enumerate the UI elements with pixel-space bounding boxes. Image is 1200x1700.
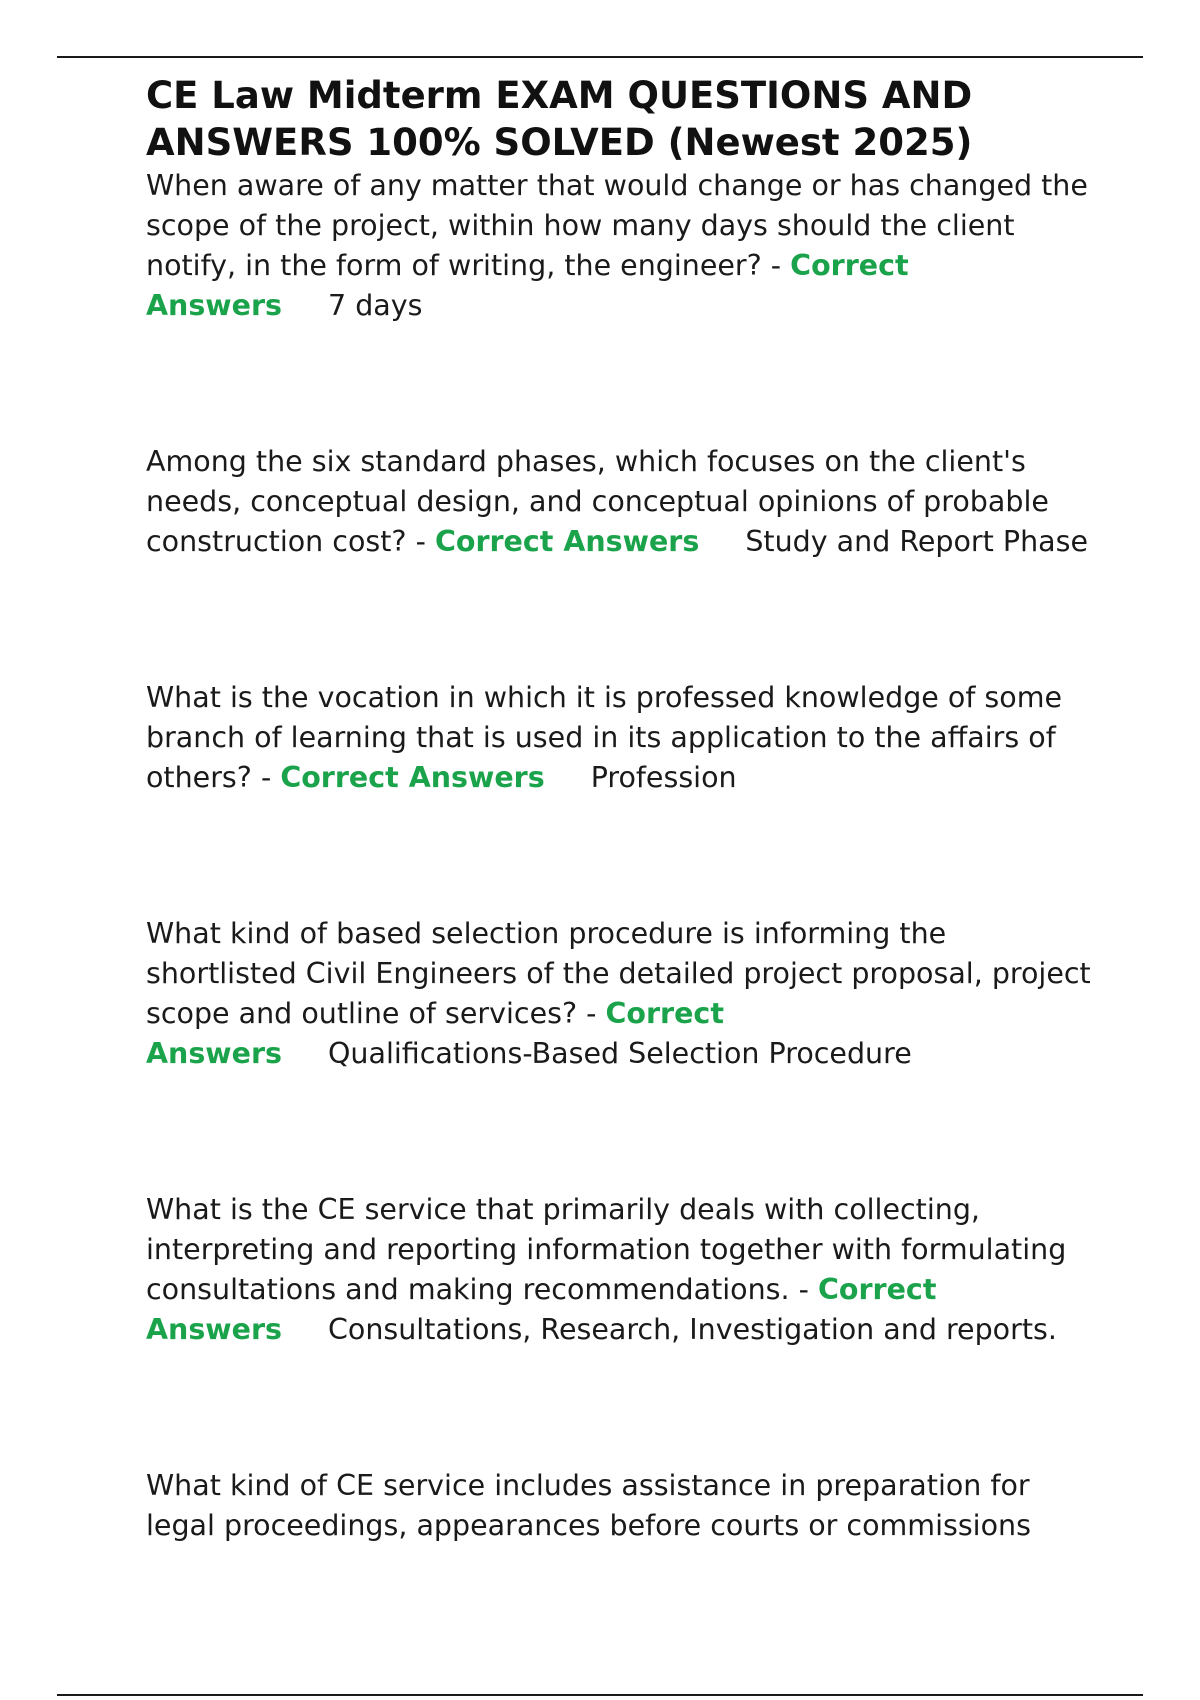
question-text: What is the vocation in which it is professed knowledge of some branch of learning that is used in its application to the affairs of others? -: [146, 681, 1063, 794]
question-text: When aware of any matter that would change or has changed the scope of the project, within how many days should the client notify, in the form of writing, the engineer? -: [146, 169, 1088, 282]
top-rule: [57, 56, 1143, 58]
answer-text: Profession: [590, 761, 737, 794]
bottom-rule: [57, 1694, 1143, 1696]
answer-text: Study and Report Phase: [745, 525, 1088, 558]
document-title: CE Law Midterm EXAM QUESTIONS AND ANSWERS 100% SOLVED (Newest 2025): [146, 74, 973, 164]
correct-answers-label: Correct Answers: [280, 761, 545, 794]
correct-answers-label: Correct Answers: [146, 1273, 937, 1346]
qa-item-2: [146, 442, 1091, 562]
qa-item-4: [146, 914, 1091, 1074]
question-text: What kind of CE service includes assistance in preparation for legal proceedings, appearances before courts or commissions: [146, 1469, 1031, 1542]
qa-item-5: [146, 1190, 1091, 1350]
question-text: What is the CE service that primarily deals with collecting, interpreting and reporting information together with formulating consultations and making recommendations. -: [146, 1193, 1067, 1306]
answer-text: Consultations, Research, Investigation and reports.: [328, 1313, 1057, 1346]
document-body: [146, 72, 1091, 1546]
correct-answers-label: Correct Answers: [146, 997, 724, 1070]
answer-text: 7 days: [328, 289, 423, 322]
correct-answers-label: Correct Answers: [434, 525, 700, 558]
correct-answers-label: Correct Answers: [146, 249, 909, 322]
question-text: What kind of based selection procedure is informing the shortlisted Civil Engineers of the detailed project proposal, project scope and outline of services? -: [146, 917, 1091, 1030]
answer-text: Qualifications-Based Selection Procedure: [328, 1037, 912, 1070]
question-text: Among the six standard phases, which focuses on the client's needs, conceptual design, and conceptual opinions of probable construction cost? -: [146, 445, 1049, 558]
qa-item-1: [146, 166, 1091, 326]
qa-item-3: [146, 678, 1091, 798]
qa-item-6: [146, 1466, 1091, 1546]
